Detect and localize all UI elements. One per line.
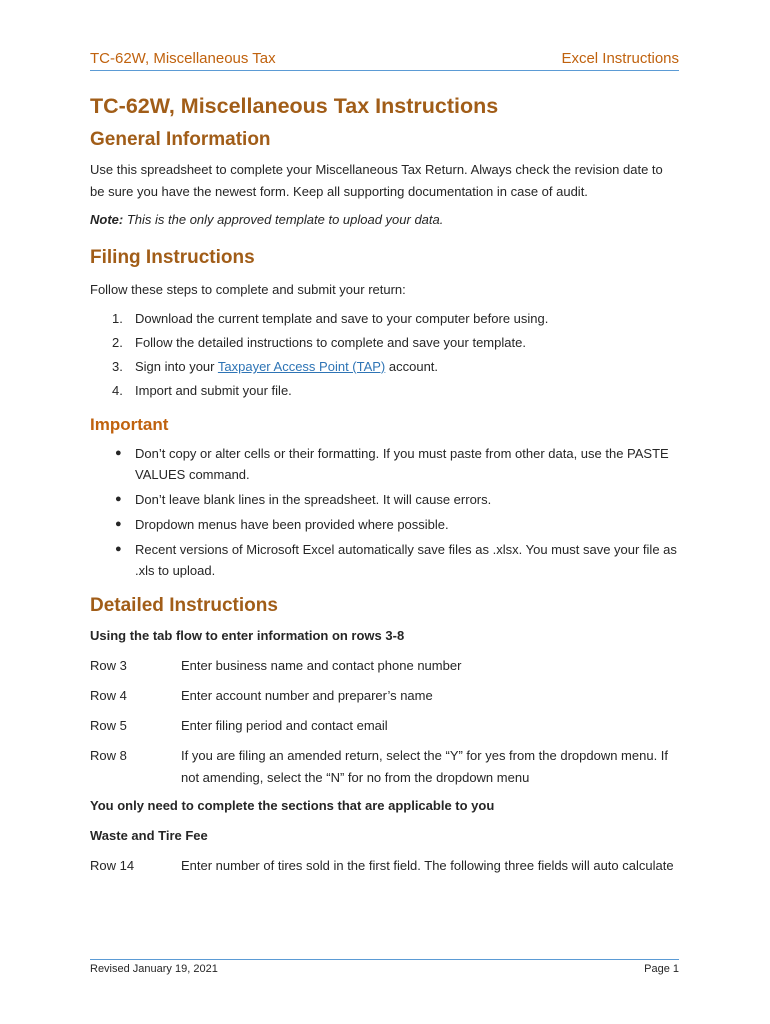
- filing-step: [90, 332, 679, 353]
- note-label: Note:: [90, 212, 124, 227]
- filing-intro: Follow these steps to complete and submit your return:: [90, 282, 406, 297]
- detailed-subheading: Using the tab flow to enter information on rows 3-8: [90, 628, 405, 643]
- row-text: Enter filing period and contact email: [181, 718, 388, 733]
- page-title: TC-62W, Miscellaneous Tax Instructions: [90, 94, 499, 118]
- row-text: Enter account number and preparer’s name: [181, 688, 433, 703]
- important-text: Don’t leave blank lines in the spreadsheet. It will cause errors.: [135, 492, 492, 507]
- header-left: TC-62W, Miscellaneous Tax: [90, 50, 276, 67]
- row-instruction: [90, 855, 679, 877]
- filing-step: [90, 356, 679, 377]
- row-label: Row 8: [90, 748, 127, 763]
- row-text: If you are filing an amended return, select the “Y” for yes from the dropdown menu. If not amending, select the “N” for no from the dropdown menu: [181, 748, 669, 785]
- filing-heading: Filing Instructions: [90, 247, 255, 268]
- important-list: [90, 443, 679, 581]
- general-note: [90, 209, 679, 231]
- document-body: [90, 94, 679, 877]
- detailed-rows: [90, 655, 679, 789]
- important-item: [90, 514, 679, 535]
- general-body: Use this spreadsheet to complete your Miscellaneous Tax Return. Always check the revision date to be sure you have the newest form. Keep all supporting documentation in case of audit.: [90, 162, 663, 199]
- general-heading: General Information: [90, 129, 271, 150]
- important-item: [90, 489, 679, 510]
- important-item: [90, 443, 679, 485]
- step-text-post: account.: [388, 359, 439, 374]
- row-text: Enter number of tires sold in the first field. The following three fields will auto calculate: [181, 858, 674, 873]
- step-number: 1.: [112, 311, 123, 326]
- important-item: [90, 539, 679, 581]
- page-header: [90, 50, 679, 67]
- step-number: 4.: [112, 383, 123, 398]
- important-text: Recent versions of Microsoft Excel automatically save files as .xlsx. You must save your file as .xls to upload.: [135, 542, 677, 578]
- row-label: Row 5: [90, 718, 127, 733]
- row-instruction: [90, 745, 679, 789]
- row-instruction: [90, 715, 679, 737]
- waste-heading: Waste and Tire Fee: [90, 828, 208, 843]
- row-label: Row 3: [90, 658, 127, 673]
- row-instruction: [90, 685, 679, 707]
- row-text: Enter business name and contact phone number: [181, 658, 462, 673]
- step-text-pre: Sign into your: [135, 359, 215, 374]
- important-text: Don’t copy or alter cells or their formatting. If you must paste from other data, use the PASTE VALUES command.: [135, 446, 669, 482]
- bullet-icon: ●: [115, 447, 122, 459]
- step-text: Follow the detailed instructions to complete and save your template.: [135, 335, 526, 350]
- page-number: Page 1: [644, 963, 679, 975]
- bullet-icon: ●: [115, 543, 122, 555]
- footer-divider: [90, 959, 679, 960]
- revision-date: Revised January 19, 2021: [90, 963, 218, 975]
- row-label: Row 4: [90, 688, 127, 703]
- tap-link[interactable]: Taxpayer Access Point (TAP): [217, 359, 386, 374]
- note-text: This is the only approved template to upload your data.: [126, 212, 444, 227]
- row-label: Row 14: [90, 858, 135, 873]
- filing-steps: [90, 308, 679, 401]
- important-text: Dropdown menus have been provided where possible.: [135, 517, 449, 532]
- step-number: 3.: [112, 359, 123, 374]
- step-text: Import and submit your file.: [135, 383, 292, 398]
- detailed-heading: Detailed Instructions: [90, 595, 278, 616]
- step-text: Download the current template and save to your computer before using.: [135, 311, 549, 326]
- step-number: 2.: [112, 335, 123, 350]
- header-divider: [90, 70, 679, 71]
- applicable-note: You only need to complete the sections that are applicable to you: [90, 798, 495, 813]
- bullet-icon: ●: [115, 493, 122, 505]
- bullet-icon: ●: [115, 518, 122, 530]
- row-instruction: [90, 655, 679, 677]
- filing-step: [90, 308, 679, 329]
- header-right: Excel Instructions: [561, 50, 679, 67]
- filing-step: [90, 380, 679, 401]
- page-footer: [90, 963, 679, 975]
- important-heading: Important: [90, 415, 169, 434]
